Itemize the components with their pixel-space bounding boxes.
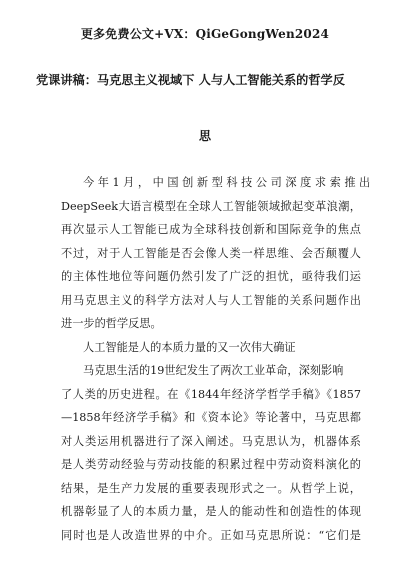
- body-line: 了人类的历史进程。在《1844年经济学哲学手稿》《1857: [61, 387, 361, 401]
- title-line-1: 党课讲稿：马克思主义视域下 人与人工智能关系的哲学反: [36, 73, 345, 87]
- watermark-header: 更多免费公文+VX：QiGeGongWen2024: [80, 27, 330, 41]
- body-line: 马克思生活的19世纪发生了两次工业革命，深刻影响: [83, 364, 344, 377]
- document-body: [61, 171, 371, 547]
- body-line: 对人类运用机器进行了深入阐述。马克思认为，机器体系: [61, 434, 361, 448]
- body-line: 同时也是人改造世界的中介。正如马克思所说：“它们是: [61, 528, 361, 542]
- body-line: —1858年经济学手稿》和《资本论》等论著中，马克思都: [61, 411, 361, 424]
- body-line: 是人类劳动经验与劳动技能的积累过程中劳动资料演化的: [61, 458, 361, 471]
- body-line: DeepSeek大语言模型在全球人工智能领域掀起变革浪潮，: [61, 199, 361, 213]
- body-line: 不过，对于人工智能是否会像人类一样思维、会否颠覆人: [61, 246, 361, 260]
- body-line: 再次显示人工智能已成为全球科技创新和国际竞争的焦点: [61, 223, 361, 236]
- body-line: 今 年 1 月 ， 中 国 创 新 型 科 技 公 司 深 度 求 索 推 出: [83, 176, 371, 189]
- title-line-2: 思: [198, 129, 212, 143]
- body-line: 用马克思主义的科学方法对人与人工智能的关系问题作出: [61, 293, 361, 307]
- body-line: 进一步的哲学反思。: [61, 317, 162, 330]
- body-line: 机器彰显了人的本质力量，是人的能动性和创造性的体现: [61, 505, 361, 518]
- document-title: [36, 68, 374, 143]
- section-heading: 人工智能是人的本质力量的又一次伟大确证: [83, 340, 296, 354]
- body-line: 结果，是生产力发展的重要表现形式之一。从哲学上说，: [61, 481, 361, 495]
- body-line: 的主体性地位等问题仍然引发了广泛的担忧，亟待我们运: [61, 270, 361, 283]
